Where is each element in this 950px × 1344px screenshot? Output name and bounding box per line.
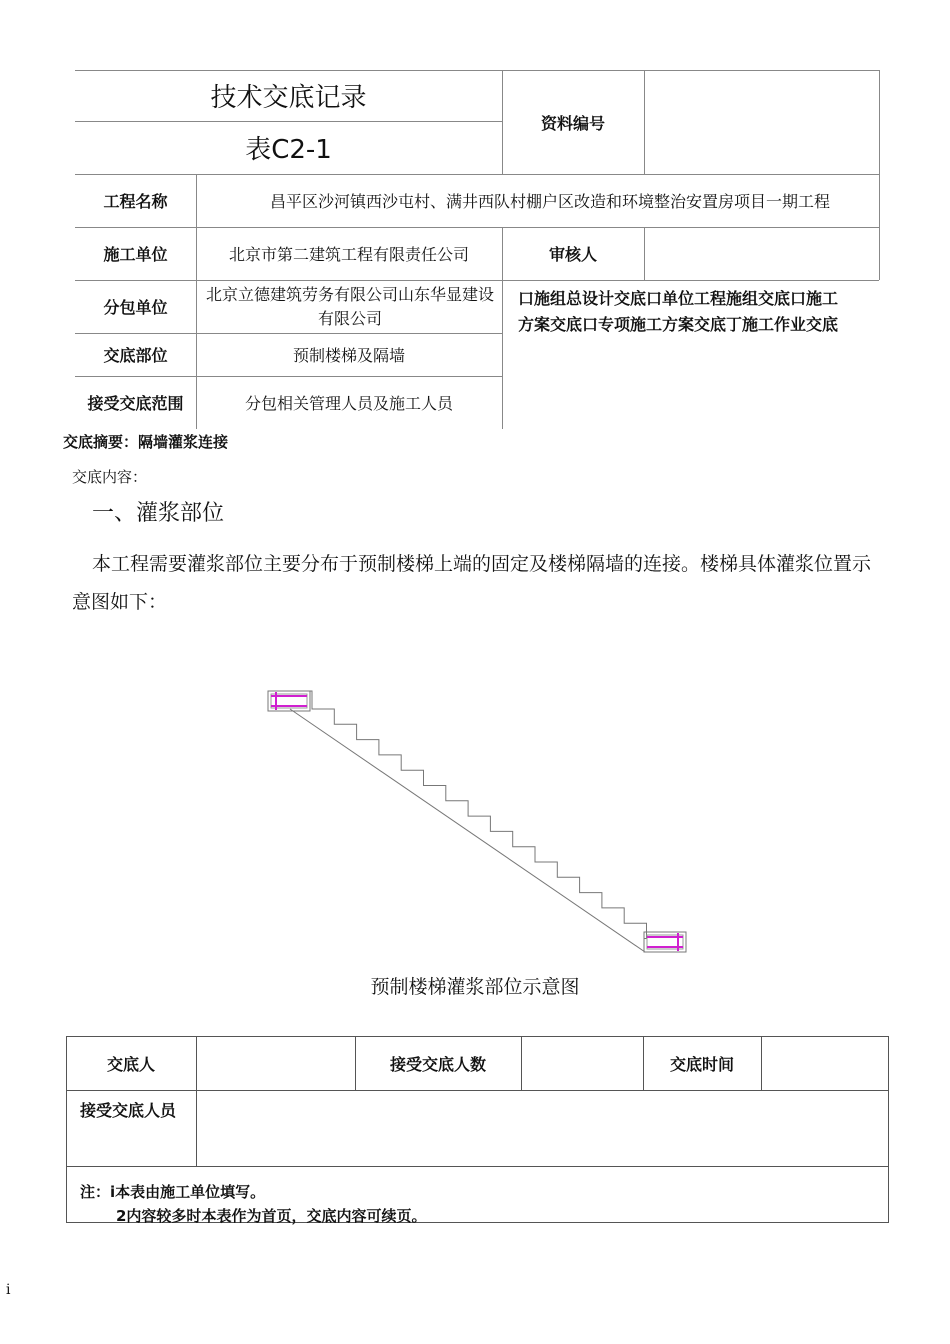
receivers-label: 接受交底人员: [80, 1101, 177, 1120]
grout-top-connection: [268, 691, 310, 711]
body-paragraph: 本工程需要灌浆部位主要分布于预制楼梯上端的固定及楼梯隔墙的连接。楼梯具体灌浆位置示意图如下：: [72, 553, 872, 613]
subcontractor-value: 北京立德建筑劳务有限公司山东华显建设有限公司: [205, 285, 494, 328]
contractor-value: 北京市第二建筑工程有限责任公司: [228, 245, 469, 264]
doc-number-label: 资料编号: [540, 113, 605, 133]
grout-bottom-connection: [644, 932, 686, 952]
presenter-field[interactable]: [196, 1036, 355, 1090]
project-name-label: 工程名称: [103, 192, 168, 211]
disclosure-type-line-2: 方案交底口专项施工方案交底丁施工作业交底: [518, 315, 839, 334]
reviewer-label: 审核人: [548, 245, 597, 264]
disclosure-part-value: 预制楼梯及隔墙: [292, 346, 405, 365]
receiver-count-label: 接受交底人数: [389, 1054, 486, 1074]
stair-soffit: [290, 709, 645, 952]
content-label: 交底内容：: [72, 468, 148, 486]
contractor-label: 施工单位: [103, 245, 168, 264]
disclosure-summary: 交底摘要：隔墙灌浆连接: [63, 433, 229, 451]
note-line-2: 2内容较多时本表作为首页，交底内容可续页。: [116, 1207, 427, 1225]
presenter-label: 交底人: [106, 1054, 155, 1074]
scope-label: 接受交底范围: [87, 394, 184, 413]
page-mark: i: [6, 1282, 11, 1298]
disclosure-time-label: 交底时间: [669, 1054, 734, 1074]
disclosure-part-label: 交底部位: [103, 346, 168, 365]
stair-steps: [268, 691, 647, 939]
disclosure-time-field[interactable]: [761, 1036, 888, 1090]
stair-outline: [268, 691, 647, 952]
doc-title: 技术交底记录: [210, 83, 367, 113]
figure-caption: 预制楼梯灌浆部位示意图: [370, 976, 580, 998]
project-name-value: 昌平区沙河镇西沙屯村、满井西队村棚户区改造和环境整治安置房项目一期工程: [269, 192, 830, 211]
note-line-1: 注：i本表由施工单位填写。: [80, 1183, 266, 1201]
scope-value: 分包相关管理人员及施工人员: [244, 394, 453, 413]
form-number: 表C2-1: [245, 135, 332, 165]
disclosure-type-line-1: 口施组总设计交底口单位工程施组交底口施工: [518, 289, 839, 308]
subcontractor-label: 分包单位: [103, 298, 168, 317]
receivers-field[interactable]: [200, 1094, 884, 1162]
section-heading: 一、灌浆部位: [92, 501, 225, 526]
receiver-count-field[interactable]: [521, 1036, 643, 1090]
